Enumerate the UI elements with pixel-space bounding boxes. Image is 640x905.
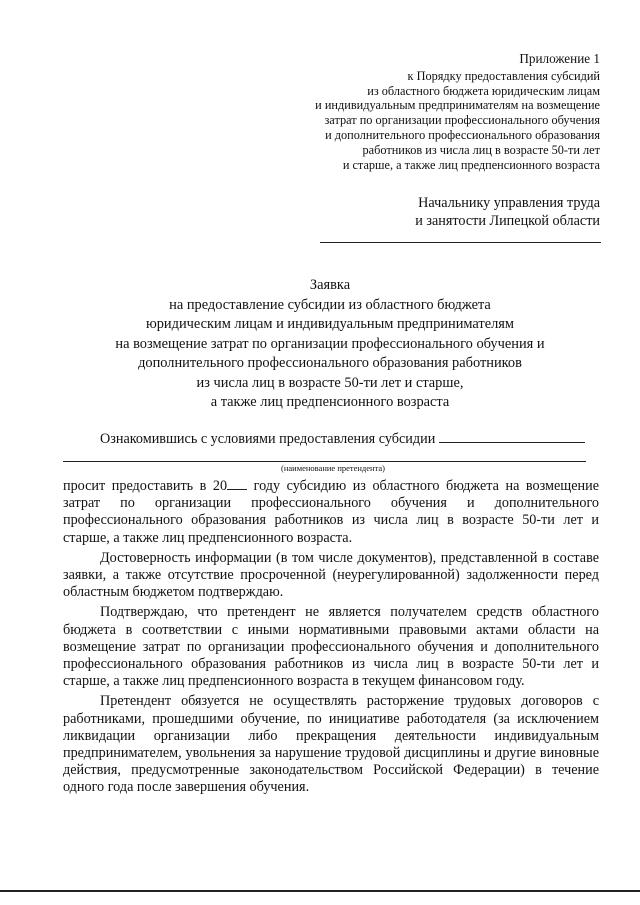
request-text-start: просит предоставить в 20 xyxy=(63,478,228,494)
title-line: а также лиц предпенсионного возраста xyxy=(210,394,450,410)
title-line: юридическим лицам и индивидуальным предпринимателям xyxy=(145,316,514,332)
appendix-line: затрат по организации профессионального обучения xyxy=(324,113,600,128)
addressee-signature-line xyxy=(320,242,601,243)
appendix-line: и индивидуальным предпринимателям на возмещение xyxy=(315,98,600,113)
appendix-line: работников из числа лиц в возрасте 50-ти лет xyxy=(362,142,600,157)
title-heading: Заявка xyxy=(309,277,351,293)
appendix-reference xyxy=(240,52,600,172)
appendix-line: и дополнительного профессионального образования xyxy=(325,127,600,142)
paragraph-obligation: Претендент обязуется не осуществлять расторжение трудовых договоров с работниками, прошедшими обучение, по инициативе работодателя (за исключением ликвидации организации либо прекращения деятельности индивидуальным предпринимателем, увольнения за нарушение трудовой дисциплины и другие виновные действия, предусмотренные законодательством Российской Федерации) в течение одного года после завершения обучения. xyxy=(63,693,599,796)
addressee-line: и занятости Липецкой области xyxy=(415,213,600,229)
applicant-name-field[interactable] xyxy=(439,428,585,443)
addressee-line: Начальнику управления труда xyxy=(418,195,600,211)
addressee-block xyxy=(280,194,600,230)
applicant-name-caption: (наименование претендента) xyxy=(281,463,385,473)
title-line: на предоставление субсидии из областного бюджета xyxy=(169,296,491,313)
paragraph-confirmation: Подтверждаю, что претендент не является получателем средств областного бюджета в соответствии с иными нормативными правовыми актами области на возмещение затрат по организации профессионального обучения и дополнительного профессионального образования работников из числа лиц в возрасте 50-ти лет и старше, а также лиц предпенсионного возраста в текущем финансовом году. xyxy=(63,604,599,690)
document-body xyxy=(63,477,599,797)
familiarize-line xyxy=(100,428,600,448)
appendix-line: из областного бюджета юридическим лицам xyxy=(367,83,600,98)
appendix-heading: Приложение 1 xyxy=(519,51,600,66)
applicant-name-line[interactable] xyxy=(63,461,586,462)
title-line: на возмещение затрат по организации профессионального обучения и xyxy=(115,335,545,352)
appendix-line: и старше, а также лиц предпенсионного возраста xyxy=(342,157,600,172)
request-text-end: году субсидию из областного бюджета на возмещение затрат по организации профессионального обучения и дополнительного профессионального образования работников из числа лиц в возрасте 50-ти лет и старше, а также лиц предпенсионного возраста. xyxy=(63,478,599,546)
document-title xyxy=(60,276,600,413)
appendix-line: к Порядку предоставления субсидий xyxy=(407,68,600,83)
year-field[interactable] xyxy=(227,477,247,490)
paragraph-reliability: Достоверность информации (в том числе документов), представленной в составе заявки, а также отсутствие просроченной (неурегулированной) задолженности перед областным бюджетом подтверждаю. xyxy=(63,549,599,601)
title-line: дополнительного профессионального образования работников xyxy=(138,355,522,371)
paragraph-request xyxy=(63,477,599,547)
title-line: из числа лиц в возрасте 50-ти лет и старше, xyxy=(196,374,464,391)
familiarize-text: Ознакомившись с условиями предоставления субсидии xyxy=(100,431,436,447)
page-bottom-rule xyxy=(0,890,640,892)
